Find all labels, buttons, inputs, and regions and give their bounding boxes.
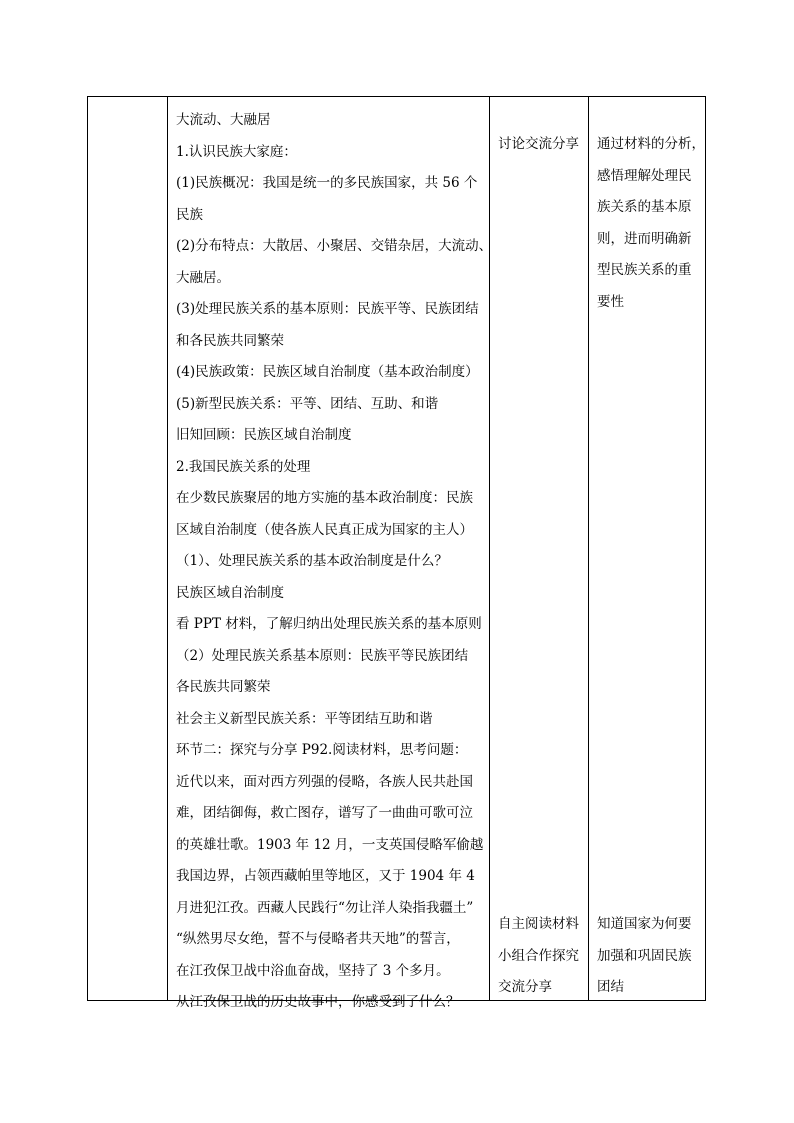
content-line: 难，团结御侮，救亡图存，谱写了一曲曲可歌可泣 xyxy=(176,805,473,821)
content-line: 大融居。 xyxy=(176,269,230,286)
content-line: （2）处理民族关系基本原则：民族平等民族团结 xyxy=(176,647,469,664)
student-activity-cell-1 xyxy=(498,129,593,161)
content-line: 社会主义新型民族关系：平等团结互助和谐 xyxy=(176,710,433,727)
content-line: 我国边界，占领西藏帕里等地区，又于 1904 年 4 xyxy=(176,868,475,884)
content-line: 近代以来，面对西方列强的侵略，各族人民共赴国 xyxy=(176,773,473,790)
content-line: 在江孜保卫战中浴血奋战，坚持了 3 个多月。 xyxy=(176,962,450,979)
activity-line: 自主阅读材料 xyxy=(498,916,579,932)
goal-line: 型民族关系的重 xyxy=(597,262,692,278)
content-line: 旧知回顾：民族区域自治制度 xyxy=(176,427,352,443)
content-line: 环节二：探究与分享 P92.阅读材料，思考问题： xyxy=(176,742,468,758)
goal-line: 加强和巩固民族 xyxy=(597,947,692,964)
activity-line: 小组合作探究 xyxy=(498,947,579,964)
design-intent-cell-2 xyxy=(597,909,705,1004)
goal-line: 团结 xyxy=(597,979,624,995)
content-line: 区域自治制度（使各族人民真正成为国家的主人） xyxy=(176,521,473,538)
content-line: （1）、处理民族关系的基本政治制度是什么？ xyxy=(176,553,448,569)
column-divider-2 xyxy=(489,97,490,1000)
column-divider-1 xyxy=(167,97,168,1000)
teaching-content-cell xyxy=(176,105,493,1019)
activity-line: 交流分享 xyxy=(498,979,552,995)
content-line: 2.我国民族关系的处理 xyxy=(176,458,311,475)
content-line: 和各民族共同繁荣 xyxy=(176,332,284,349)
content-line: “纵然男尽女绝，誓不与侵略者共天地”的誓言， xyxy=(176,931,460,947)
content-line: 1.认识民族大家庭： xyxy=(176,143,297,160)
lesson-table xyxy=(87,96,706,1010)
content-line: 从江孜保卫战的历史故事中，你感受到了什么？ xyxy=(176,994,460,1010)
content-line: 的英雄壮歌。1903 年 12 月，一支英国侵略军偷越 xyxy=(176,836,484,853)
goal-line: 感悟理解处理民 xyxy=(597,167,692,184)
content-line: 民族 xyxy=(176,206,203,223)
content-line: 看 PPT 材料，了解归纳出处理民族关系的基本原则 xyxy=(176,616,482,632)
activity-line: 讨论交流分享 xyxy=(498,136,579,152)
design-intent-cell-1 xyxy=(597,129,705,318)
content-line: (4)民族政策：民族区域自治制度（基本政治制度） xyxy=(176,364,479,380)
content-line: (3)处理民族关系的基本原则：民族平等、民族团结 xyxy=(176,301,479,317)
content-line: (1)民族概况：我国是统一的多民族国家，共 56 个 xyxy=(176,175,478,191)
content-line: 月进犯江孜。西藏人民践行“勿让洋人染指我疆土” xyxy=(176,899,474,916)
goal-line: 知道国家为何要 xyxy=(597,916,692,932)
content-line: (2)分布特点：大散居、小聚居、交错杂居，大流动、 xyxy=(176,238,493,254)
content-line: 在少数民族聚居的地方实施的基本政治制度：民族 xyxy=(176,490,473,506)
column-divider-3 xyxy=(588,97,589,1000)
content-line: (5)新型民族关系：平等、团结、互助、和谐 xyxy=(176,395,439,412)
goal-line: 族关系的基本原 xyxy=(597,199,692,215)
content-line: 民族区域自治制度 xyxy=(176,584,284,601)
content-line: 大流动、大融居 xyxy=(176,112,271,128)
goal-line: 要性 xyxy=(597,293,624,310)
student-activity-cell-2 xyxy=(498,909,593,1004)
goal-line: 通过材料的分析， xyxy=(597,136,705,152)
content-line: 各民族共同繁荣 xyxy=(176,679,271,695)
goal-line: 则，进而明确新 xyxy=(597,230,692,247)
